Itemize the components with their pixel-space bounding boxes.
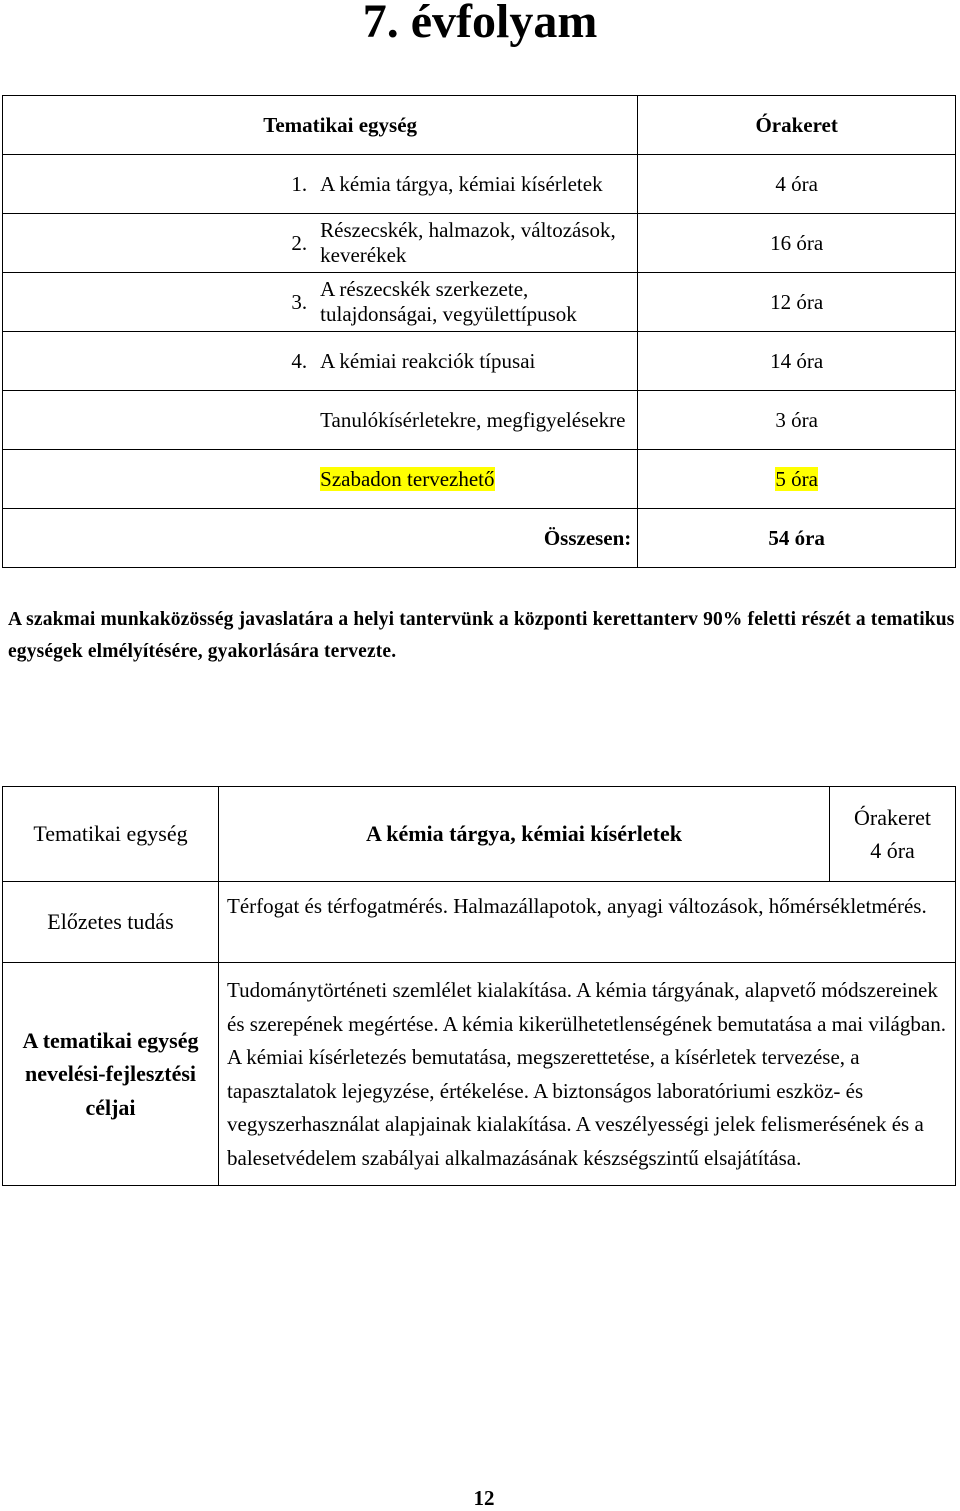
unit-title: A kémia tárgya, kémiai kísérletek (219, 787, 830, 882)
frame-cell (830, 787, 956, 882)
experiments-name: Tanulókísérletekre, megfigyelésekre (320, 391, 638, 450)
row-name: A kémiai reakciók típusai (320, 332, 638, 391)
free-row (3, 450, 956, 509)
row-hours: 4 óra (638, 155, 956, 214)
unit-header-row (3, 787, 956, 882)
row-name: A kémia tárgya, kémiai kísérletek (320, 155, 638, 214)
row-hours: 16 óra (638, 214, 956, 273)
header-frame: Órakeret (638, 96, 956, 155)
row-hours: 12 óra (638, 273, 956, 332)
page-number: 12 (473, 1486, 495, 1510)
prior-label: Előzetes tudás (3, 882, 219, 963)
row-hours: 14 óra (638, 332, 956, 391)
row-number: 1. (291, 171, 308, 196)
table-row (3, 155, 956, 214)
goals-text: Tudománytörténeti szemlélet kialakítása. A kémia tárgyának, alapvető módszereinek és szerepének megértése. A kémia kikerülhetetlenségének bemutatása a mai világban. A kémiai kísérletezés bemutatása, megszerettetése, a kísérletek tervezése, a tapasztalatok lejegyzése, értékelése. A biztonságos laboratóriumi eszköz- és vegyszerhasználat alapjainak kialakítása. A veszélyességi jelek felismerésének és a balesetvédelem szabályai alkalmazásának készségszintű elsajátítása. (219, 963, 956, 1186)
header-unit: Tematikai egység (3, 96, 638, 155)
free-hours: 5 óra (775, 466, 818, 491)
unit-table (2, 786, 956, 1186)
table-row (3, 214, 956, 273)
page-title: 7. évfolyam (362, 0, 598, 48)
table-row (3, 273, 956, 332)
row-name: Részecskék, halmazok, változások, keverékek (320, 214, 638, 273)
unit-label: Tematikai egység (3, 787, 219, 882)
table-row (3, 332, 956, 391)
prior-text: Térfogat és térfogatmérés. Halmazállapotok, anyagi változások, hőmérsékletmérés. (219, 882, 956, 963)
prior-knowledge-row (3, 882, 956, 963)
overview-table (2, 95, 956, 568)
experiments-hours: 3 óra (638, 391, 956, 450)
row-number: 2. (291, 230, 308, 255)
row-number: 4. (291, 348, 308, 373)
total-hours: 54 óra (638, 509, 956, 568)
frame-hours: 4 óra (870, 838, 915, 863)
experiments-row (3, 391, 956, 450)
goals-label: A tematikai egység nevelési-fejlesztési céljai (3, 963, 219, 1186)
row-number: 3. (291, 289, 308, 314)
goals-row (3, 963, 956, 1186)
row-name: A részecskék szerkezete, tulajdonságai, vegyülettípusok (320, 273, 638, 332)
free-name: Szabadon tervezhető (320, 466, 495, 491)
overview-header-row (3, 96, 956, 155)
frame-label: Órakeret (854, 805, 931, 830)
total-row (3, 509, 956, 568)
total-label: Összesen: (320, 509, 638, 568)
note-paragraph: A szakmai munkaközösség javaslatára a helyi tantervünk a központi kerettanterv 90% feletti részét a tematikus egységek elmélyítésére, gyakorlására tervezte. (8, 609, 955, 662)
